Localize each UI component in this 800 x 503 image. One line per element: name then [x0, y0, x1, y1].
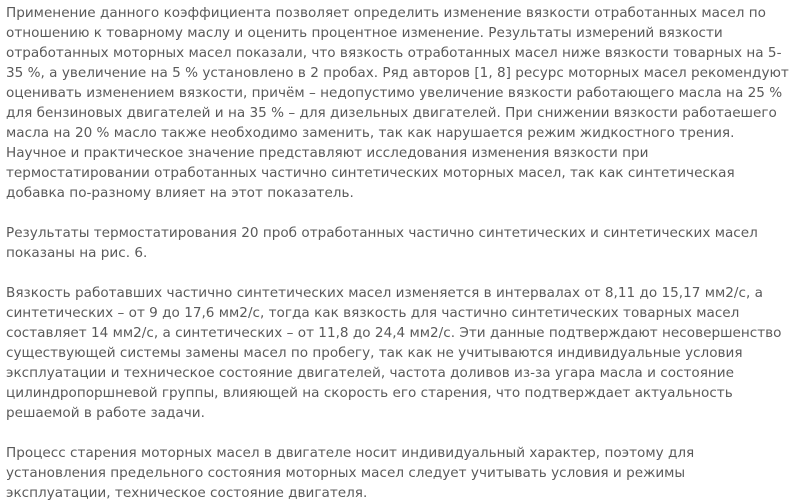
paragraph-viscosity-coefficient: Применение данного коэффициента позволяет определить изменение вязкости отработанных масел по отношению к товарному маслу и оценить процентное изменение. Результаты измерений вязкости отработанных моторных масел показали, что вязкость отработанных масел ниже вязкости товарных на 5-35 %, а увеличение на 5 % установлено в 2 пробах. Ряд авторов [1, 8] ресурс моторных масел рекомендуют оценивать изменением вязкости, причём – недопустимо увеличение вязкости работающего масла на 25 % для бензиновых двигателей и на 35 % – для дизельных двигателей. При снижении вязкости работаешего масла на 20 % масло также необходимо заменить, так как нарушается режим жидкостного трения. Научное и практическое значение представляют исследования изменения вязкости при термостатировании отработанных частично синтетических моторных масел, так как синтетическая добавка по-разному влияет на этот показатель. — [6, 5, 789, 201]
paragraph-aging-process: Процесс старения моторных масел в двигателе носит индивидуальный характер, поэтому для установления предельного состояния моторных масел следует учитывать условия и режимы эксплуатации, техническое состояние двигателя. — [6, 445, 695, 501]
paragraph-thermostating-results: Результаты термостатирования 20 проб отработанных частично синтетических и синтетических масел показаны на рис. 6. — [6, 225, 758, 261]
paragraph-viscosity-intervals: Вязкость работавших частично синтетических масел изменяется в интервалах от 8,11 до 15,17 мм2/с, а синтетических – от 9 до 17,6 мм2/с, тогда как вязкость для частично синтетических товарных масел составляет 14 мм2/с, а синтетических – от 11,8 до 24,4 мм2/с. Эти данные подтверждают несовершенство существующей системы замены масел по пробегу, так как не учитываются индивидуальные условия эксплуатации и техническое состояние двигателей, частота доливов из-за угара масла и состояние цилиндропоршневой группы, влияющей на скорость его старения, что подтверждает актуальность решаемой в работе задачи. — [6, 285, 782, 421]
